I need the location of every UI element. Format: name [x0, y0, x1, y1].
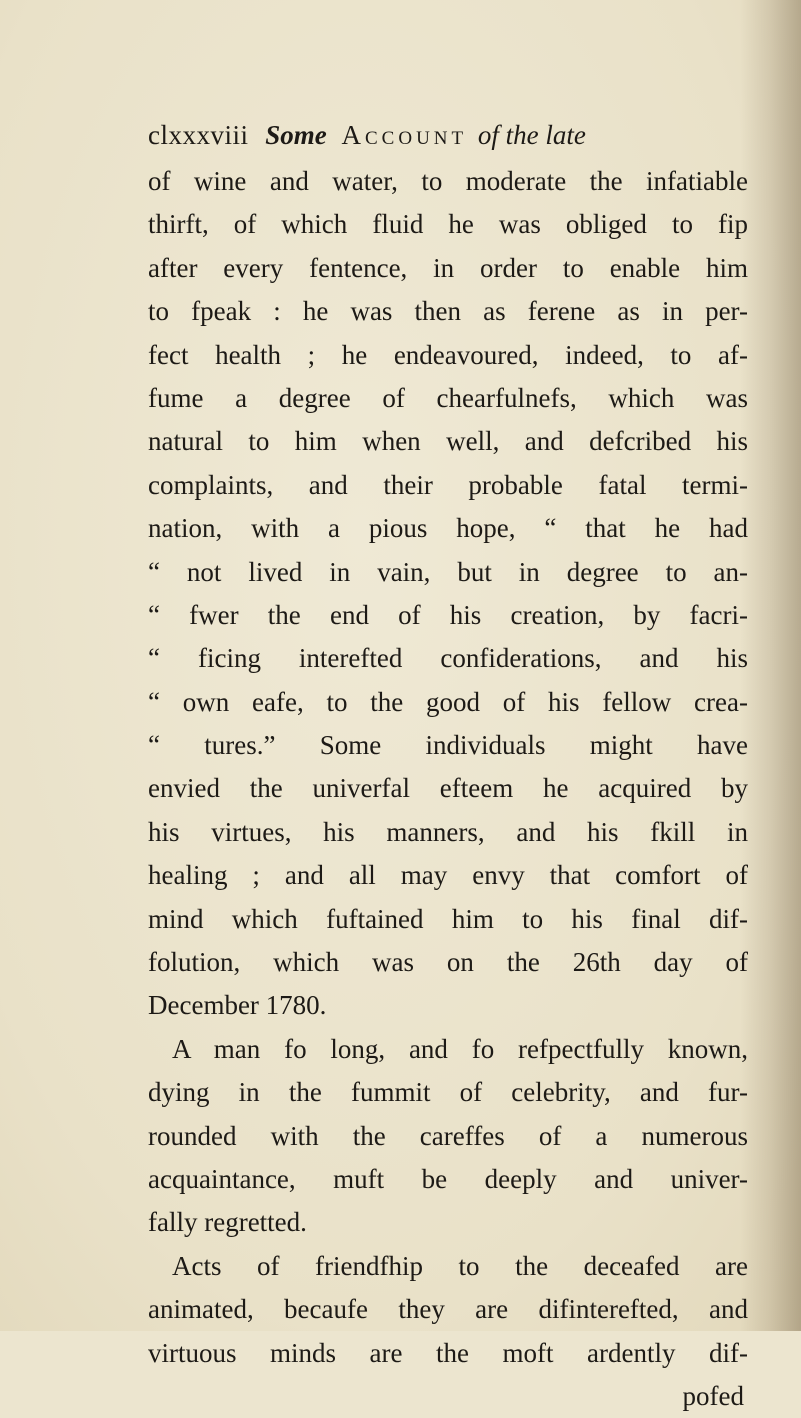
text-line: “ ficing interefted confiderations, and his — [148, 643, 748, 674]
body-text — [148, 160, 748, 1418]
text-line: “ tures.” Some individuals might have — [148, 730, 748, 761]
text-line: fume a degree of chearfulnefs, which was — [148, 382, 748, 413]
running-header — [148, 120, 748, 160]
catchword: pofed — [682, 1380, 744, 1411]
text-line: to fpeak : he was then as ferene as in per- — [148, 296, 748, 327]
header-word-account: Account — [341, 120, 468, 150]
text-line: folution, which was on the 26th day of — [148, 947, 748, 978]
text-line: Acts of friendfhip to the deceafed are — [172, 1250, 748, 1281]
text-line: mind which fuftained him to his final dif- — [148, 903, 748, 934]
text-line: thirft, of which fluid he was obliged to fip — [148, 209, 748, 240]
text-line: dying in the fummit of celebrity, and fur- — [148, 1077, 748, 1108]
text-line: rounded with the careffes of a numerous — [148, 1120, 748, 1151]
text-line: acquaintance, muft be deeply and univer- — [148, 1163, 748, 1194]
text-line: animated, becaufe they are difinterefted, and — [148, 1294, 748, 1325]
text-line: December 1780. — [148, 990, 327, 1021]
text-line: nation, with a pious hope, “ that he had — [148, 513, 748, 544]
text-line: fally regretted. — [148, 1207, 307, 1238]
text-line: “ own eafe, to the good of his fellow crea- — [148, 686, 748, 717]
text-line: of wine and water, to moderate the infatiable — [148, 166, 748, 196]
page-number: clxxxviii — [148, 120, 249, 150]
text-line: his virtues, his manners, and his fkill in — [148, 816, 748, 847]
text-line: healing ; and all may envy that comfort of — [148, 860, 748, 891]
text-line: “ fwer the end of his creation, by facri- — [148, 599, 748, 630]
header-words-of-the-late: of the late — [477, 120, 586, 150]
text-line: natural to him when well, and defcribed his — [148, 426, 748, 457]
text-line: after every fentence, in order to enable him — [148, 252, 748, 283]
header-word-some: Some — [265, 120, 327, 150]
text-line: virtuous minds are the moft ardently dif- — [148, 1337, 748, 1368]
text-line: “ not lived in vain, but in degree to an- — [148, 556, 748, 587]
text-line: envied the univerfal efteem he acquired by — [148, 773, 748, 804]
text-line: A man fo long, and fo refpectfully known, — [172, 1033, 748, 1064]
text-line: complaints, and their probable fatal termi- — [148, 469, 748, 500]
text-line: fect health ; he endeavoured, indeed, to af- — [148, 339, 748, 370]
